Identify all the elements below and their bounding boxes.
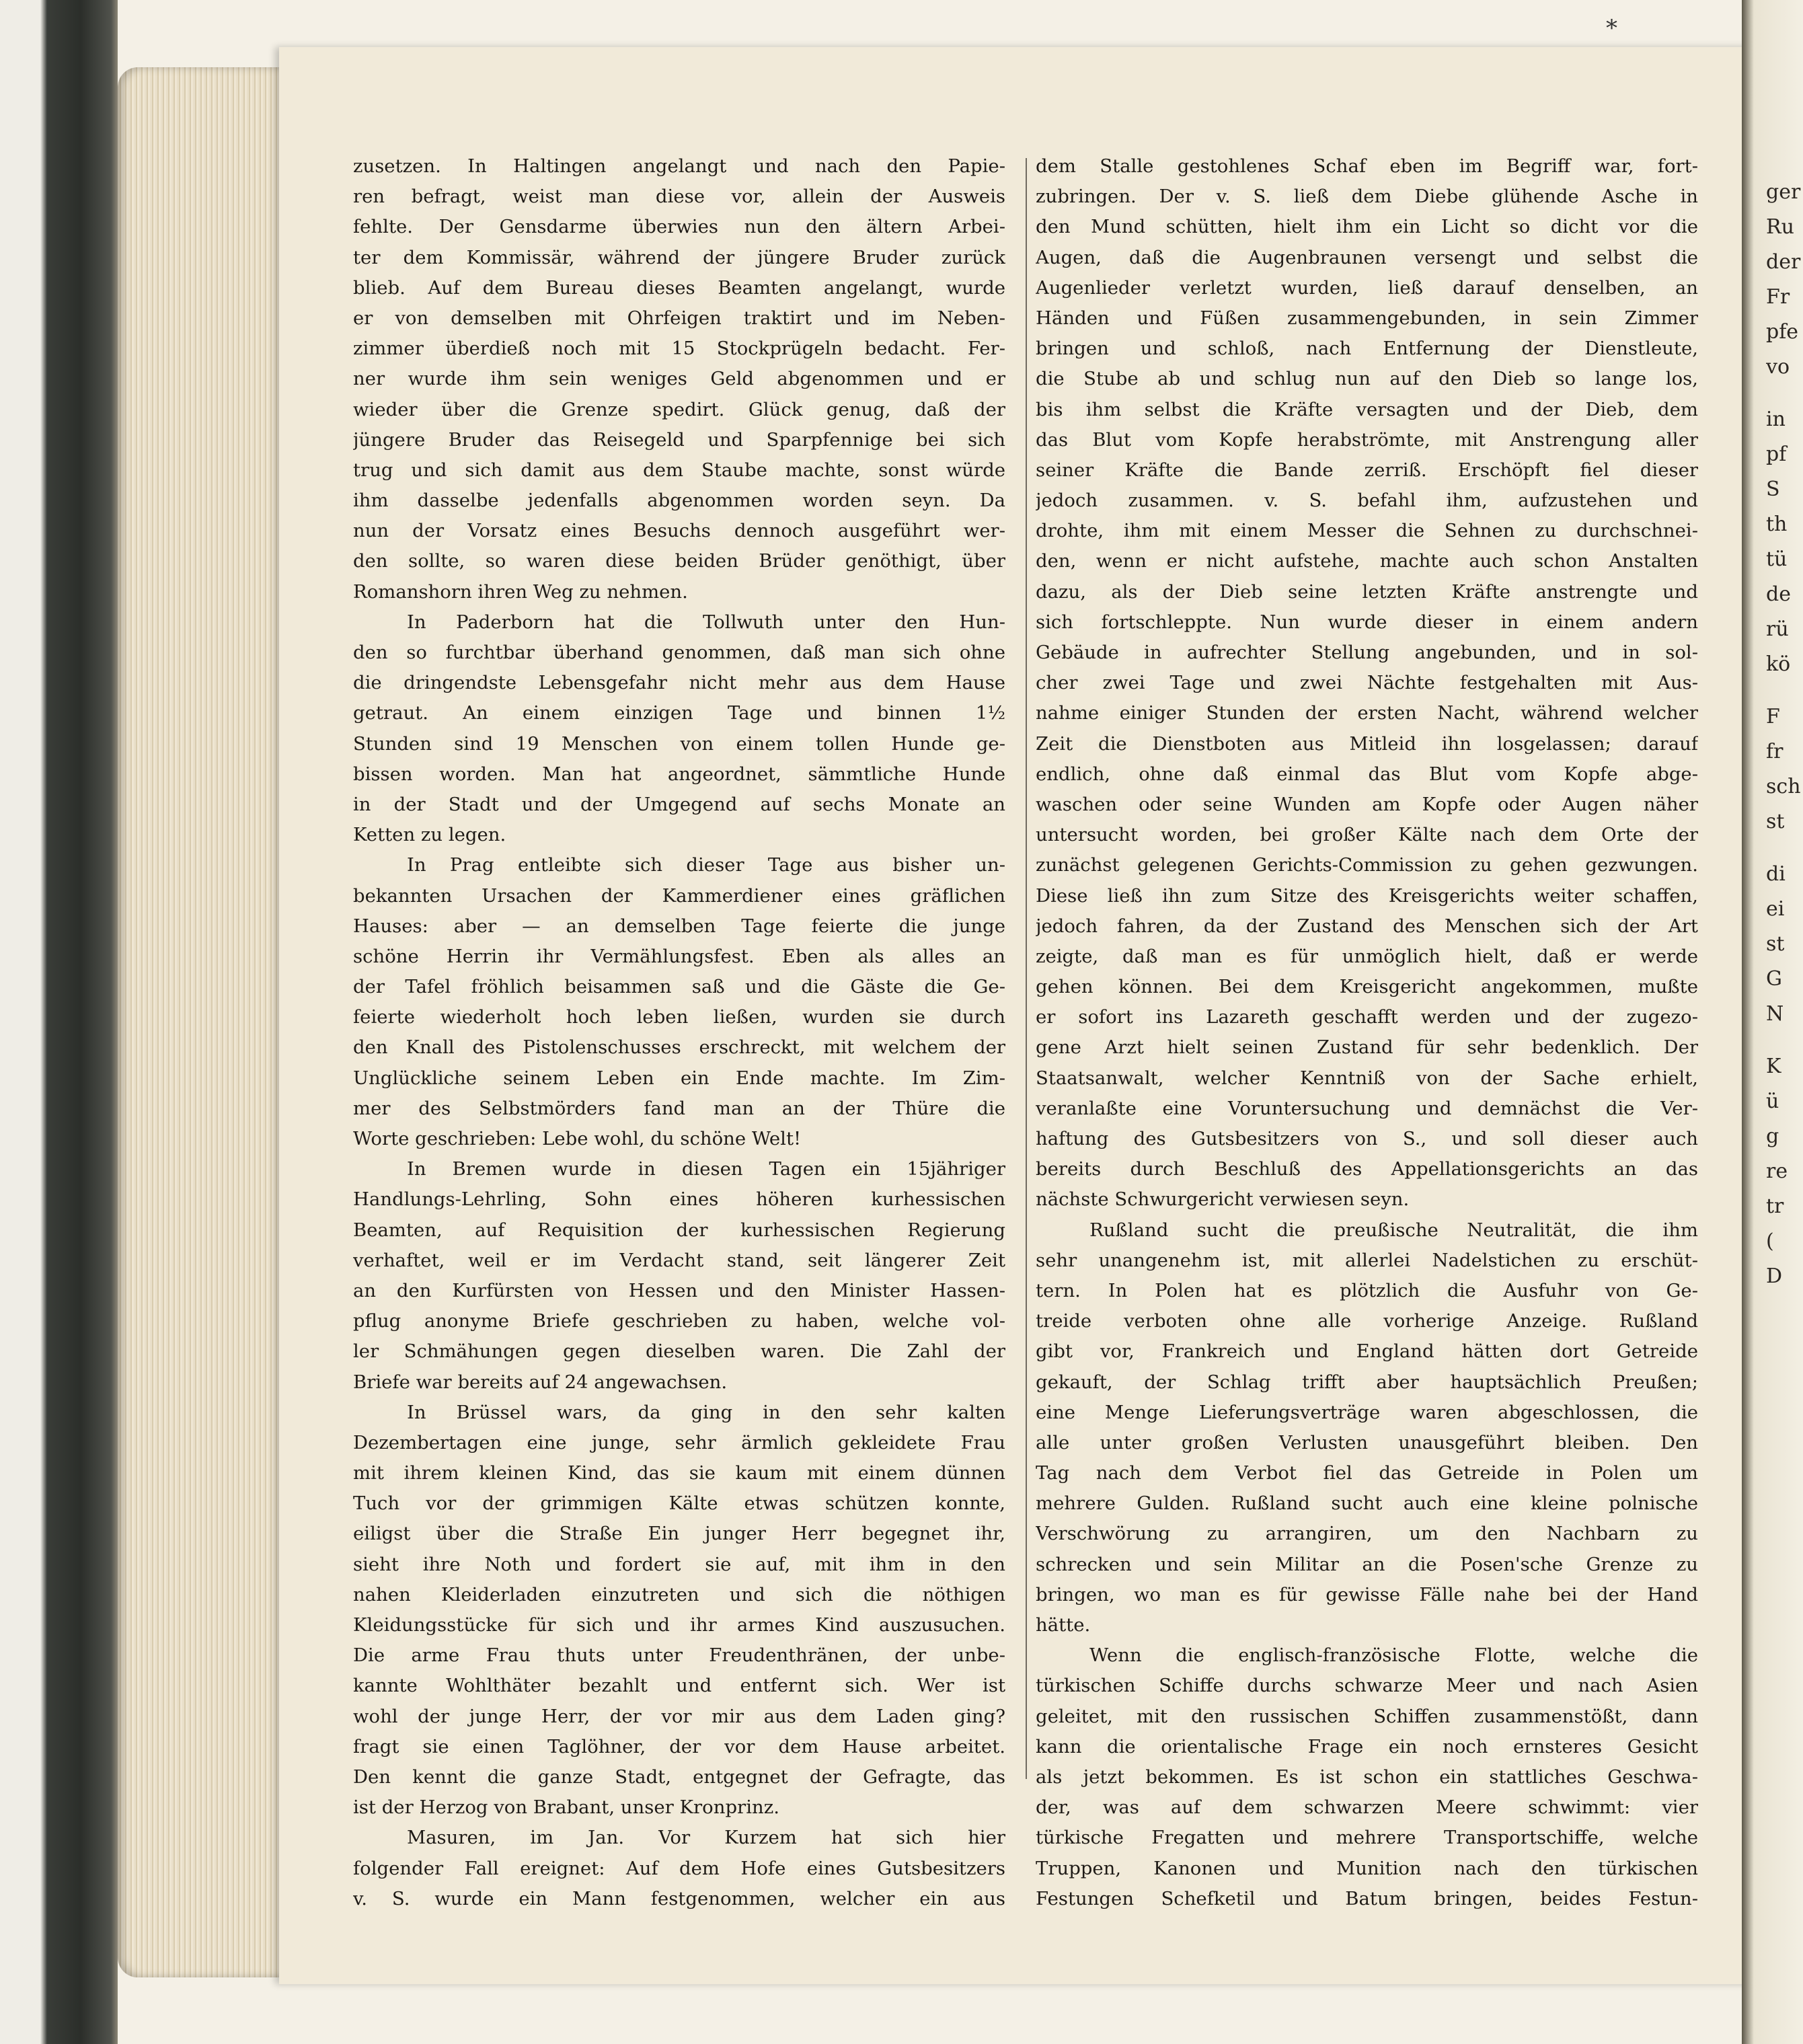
text-line: eiligst über die Straße Ein junger Herr begegnet ihr, xyxy=(353,1523,1005,1545)
text-line: Truppen, Kanonen und Munition nach den türkischen xyxy=(1036,1857,1698,1879)
text-line: als jetzt bekommen. Es ist schon ein stattliches Geschwa- xyxy=(1036,1766,1698,1788)
text-line: mit ihrem kleinen Kind, das sie kaum mit einem dünnen xyxy=(353,1462,1005,1484)
text-line: Handlungs-Lehrling, Sohn eines höheren kurhessischen xyxy=(353,1188,1005,1211)
text-line: Augen, daß die Augenbraunen versengt und selbst die xyxy=(1036,246,1698,268)
text-line: Ketten zu legen. xyxy=(353,824,506,846)
text-line: Worte geschrieben: Lebe wohl, du schöne Welt! xyxy=(353,1128,802,1149)
facing-page-fragment: Fr xyxy=(1766,285,1790,309)
facing-page-fragment: rü xyxy=(1766,617,1789,641)
facing-page-text xyxy=(1766,175,1803,1386)
facing-page-fragment: di xyxy=(1766,862,1786,886)
text-line: jüngere Bruder das Reisegeld und Sparpfennige bei sich xyxy=(353,428,1005,451)
facing-page-fragment: tü xyxy=(1766,547,1788,571)
text-line: Briefe war bereits auf 24 angewachsen. xyxy=(353,1371,728,1393)
text-line: türkischen Schiffe durchs schwarze Meer und nach Asien xyxy=(1036,1675,1698,1697)
text-line: ter dem Kommissär, während der jüngere Bruder zurück xyxy=(353,246,1005,268)
text-line: bis ihm selbst die Kräfte versagten und der Dieb, dem xyxy=(1036,398,1698,420)
text-line: an den Kurfürsten von Hessen und den Minister Hassen- xyxy=(353,1279,1005,1301)
facing-page-fragment xyxy=(1766,1032,1803,1049)
text-line: schöne Herrin ihr Vermählungsfest. Eben als alles an xyxy=(353,945,1005,967)
text-line: In Prag entleibte sich dieser Tage aus bisher un- xyxy=(407,854,1005,876)
text-line: ren befragt, weist man diese vor, allein der Ausweis xyxy=(353,186,1005,208)
text-line: in der Stadt und der Umgegend auf sechs Monate an xyxy=(353,793,1005,815)
text-line: gekauft, der Schlag trifft aber hauptsächlich Preußen; xyxy=(1036,1371,1698,1393)
text-line: zimmer überdieß noch mit 15 Stockprügeln bedacht. Fer- xyxy=(353,338,1005,360)
facing-page-fragment: vo xyxy=(1766,355,1790,379)
facing-page-fragment: ( xyxy=(1766,1229,1774,1253)
text-line: Dezembertagen eine junge, sehr ärmlich gekleidete Frau xyxy=(353,1431,1005,1453)
text-line: Gebäude in aufrechter Stellung angebunden, und in sol- xyxy=(1036,642,1698,663)
text-line: wohl der junge Herr, der vor mir aus dem Laden ging? xyxy=(353,1705,1005,1727)
facing-page-fragment: D xyxy=(1766,1264,1783,1288)
text-line: fehlte. Der Gensdarme überwies nun den ältern Arbei- xyxy=(353,216,1005,238)
facing-page-fragment: ü xyxy=(1766,1090,1779,1113)
facing-page-fragment: pfe xyxy=(1766,320,1799,344)
text-line: gehen können. Bei dem Kreisgericht angekommen, mußte xyxy=(1036,976,1698,998)
text-line: kann die orientalische Frage ein noch ernsteres Gesicht xyxy=(1036,1735,1698,1757)
right-column xyxy=(1036,151,1698,1914)
text-line: drohte, ihm mit einem Messer die Sehnen zu durchschnei- xyxy=(1036,520,1698,542)
facing-page-fragment: de xyxy=(1766,582,1791,606)
text-line: nahme einiger Stunden der ersten Nacht, während welcher xyxy=(1036,702,1698,724)
text-line: seiner Kräfte die Bande zerriß. Erschöpft fiel dieser xyxy=(1036,459,1698,481)
text-line: hätte. xyxy=(1036,1614,1091,1636)
text-line: Tag nach dem Verbot fiel das Getreide in Polen um xyxy=(1036,1462,1698,1484)
text-line: nun der Vorsatz eines Besuchs dennoch ausgeführt wer- xyxy=(353,520,1005,542)
text-line: Masuren, im Jan. Vor Kurzem hat sich hier xyxy=(407,1827,1005,1849)
text-line: blieb. Auf dem Bureau dieses Beamten angelangt, wurde xyxy=(353,276,1005,299)
text-line: mehrere Gulden. Rußland sucht auch eine kleine polnische xyxy=(1036,1492,1698,1515)
facing-page-fragment: th xyxy=(1766,513,1788,536)
facing-page-fragment: g xyxy=(1766,1125,1779,1148)
text-line: mer des Selbstmörders fand man an der Thüre die xyxy=(353,1097,1005,1119)
text-line: der Tafel fröhlich beisammen saß und die Gäste die Ge- xyxy=(353,976,1005,998)
text-line: die Stube ab und schlug nun auf den Dieb so lange los, xyxy=(1036,368,1698,390)
text-line: den, wenn er nicht aufstehe, machte auch schon Anstalten xyxy=(1036,550,1698,572)
facing-page-fragment: pf xyxy=(1766,443,1787,466)
text-line: bissen worden. Man hat angeordnet, sämmtliche Hunde xyxy=(353,763,1005,785)
text-line: den Knall des Pistolenschusses erschreckt, mit welchem der xyxy=(353,1036,1005,1059)
text-line: Romanshorn ihren Weg zu nehmen. xyxy=(353,580,688,603)
facing-page-fragment: re xyxy=(1766,1160,1788,1183)
text-line: jedoch fahren, da der Zustand des Menschen sich der Art xyxy=(1036,915,1698,937)
text-line: Unglückliche seinem Leben ein Ende machte. Im Zim- xyxy=(353,1067,1005,1089)
text-line: Festungen Schefketil und Batum bringen, beides Festun- xyxy=(1036,1887,1698,1909)
text-line: zunächst gelegenen Gerichts-Commission zu gehen gezwungen. xyxy=(1036,854,1698,876)
text-line: In Paderborn hat die Tollwuth unter den Hun- xyxy=(407,611,1005,633)
text-line: bereits durch Beschluß des Appellationsgerichts an das xyxy=(1036,1158,1698,1180)
facing-page-fragment: tr xyxy=(1766,1195,1784,1218)
text-line: dem Stalle gestohlenes Schaf eben im Begriff war, fort- xyxy=(1036,155,1698,177)
facing-page-fragment: st xyxy=(1766,932,1785,956)
text-line: der, was auf dem schwarzen Meere schwimmt: vier xyxy=(1036,1796,1698,1819)
text-line: folgender Fall ereignet: Auf dem Hofe eines Gutsbesitzers xyxy=(353,1857,1005,1879)
text-line: In Brüssel wars, da ging in den sehr kalten xyxy=(407,1401,1005,1423)
text-line: Staatsanwalt, welcher Kenntniß von der Sache erhielt, xyxy=(1036,1067,1698,1089)
facing-page-fragment: F xyxy=(1766,705,1780,728)
facing-page-fragment: kö xyxy=(1766,652,1791,676)
text-line: Stunden sind 19 Menschen von einem tollen Hunde ge- xyxy=(353,732,1005,755)
text-line: haftung des Gutsbesitzers von S., und soll dieser auch xyxy=(1036,1128,1698,1149)
text-line: türkische Fregatten und mehrere Transportschiffe, welche xyxy=(1036,1827,1698,1849)
text-line: untersucht worden, bei großer Kälte nach dem Orte der xyxy=(1036,824,1698,846)
text-line: Beamten, auf Requisition der kurhessischen Regierung xyxy=(353,1219,1005,1241)
facing-page-fragment: G xyxy=(1766,967,1782,991)
text-line: gene Arzt hielt seinen Zustand für sehr bedenklich. Der xyxy=(1036,1036,1698,1059)
text-line: Diese ließ ihn zum Sitze des Kreisgerichts weiter schaffen, xyxy=(1036,884,1698,907)
text-line: dazu, als der Dieb seine letzten Kräfte anstrengte und xyxy=(1036,580,1698,603)
text-line: kannte Wohlthäter bezahlt und entfernt sich. Wer ist xyxy=(353,1675,1005,1697)
corner-mark: * xyxy=(1606,15,1617,42)
text-line: gibt vor, Frankreich und England hätten dort Getreide xyxy=(1036,1340,1698,1363)
text-line: tern. In Polen hat es plötzlich die Ausfuhr von Ge- xyxy=(1036,1279,1698,1301)
facing-page-fragment: in xyxy=(1766,408,1786,431)
text-line: waschen oder seine Wunden am Kopfe oder Augen näher xyxy=(1036,793,1698,815)
facing-page-fragment: st xyxy=(1766,810,1785,833)
text-line: feierte wiederholt hoch leben ließen, wurden sie durch xyxy=(353,1006,1005,1028)
text-line: die dringendste Lebensgefahr nicht mehr aus dem Hause xyxy=(353,672,1005,694)
facing-page-fragment: S xyxy=(1766,478,1780,501)
text-line: treide verboten ohne alle vorherige Anzeige. Rußland xyxy=(1036,1310,1698,1332)
text-line: sehr unangenehm ist, mit allerlei Nadelstichen zu erschüt- xyxy=(1036,1249,1698,1271)
text-line: Hauses: aber — an demselben Tage feierte die junge xyxy=(353,915,1005,937)
text-line: nahen Kleiderladen einzutreten und sich die nöthigen xyxy=(353,1583,1005,1605)
text-line: Kleidungsstücke für sich und ihr armes Kind auszusuchen. xyxy=(353,1614,1005,1636)
text-line: den sollte, so waren diese beiden Brüder genöthigt, über xyxy=(353,550,1005,572)
facing-page-fragment: ei xyxy=(1766,897,1785,921)
facing-page-fragment: N xyxy=(1766,1002,1784,1026)
text-line: Augenlieder verletzt wurden, ließ darauf denselben, an xyxy=(1036,276,1698,299)
text-line: Die arme Frau thuts unter Freudenthränen, der unbe- xyxy=(353,1644,1005,1667)
text-line: jedoch zusammen. v. S. befahl ihm, aufzustehen und xyxy=(1036,490,1698,512)
text-line: Rußland sucht die preußische Neutralität, die ihm xyxy=(1089,1219,1698,1241)
text-line: er von demselben mit Ohrfeigen traktirt und im Neben- xyxy=(353,307,1005,329)
text-line: veranlaßte eine Voruntersuchung und demnächst die Ver- xyxy=(1036,1097,1698,1119)
text-line: fragt sie einen Taglöhner, der vor dem Hause arbeitet. xyxy=(353,1735,1005,1757)
text-line: trug und sich damit aus dem Staube machte, sonst würde xyxy=(353,459,1005,481)
text-line: zeigte, daß man es für unmöglich hielt, daß er werde xyxy=(1036,945,1698,967)
facing-page-fragment: der xyxy=(1766,250,1801,274)
left-column xyxy=(353,151,1005,1914)
text-line: alle unter großen Verlusten unausgeführt bleiben. Den xyxy=(1036,1431,1698,1453)
facing-page-fragment xyxy=(1766,385,1803,402)
facing-page-fragment xyxy=(1766,682,1803,699)
column-divider xyxy=(1026,158,1027,1779)
text-line: Den kennt die ganze Stadt, entgegnet der Gefragte, das xyxy=(353,1766,1005,1788)
text-line: Wenn die englisch-französische Flotte, welche die xyxy=(1089,1644,1698,1667)
text-line: geleitet, mit den russischen Schiffen zusammenstößt, dann xyxy=(1036,1705,1698,1727)
text-line: getraut. An einem einzigen Tage und binnen 1½ xyxy=(353,702,1005,724)
text-line: endlich, ohne daß einmal das Blut vom Kopfe abge- xyxy=(1036,763,1698,785)
text-line: bekannten Ursachen der Kammerdiener eines gräflichen xyxy=(353,884,1005,907)
text-line: wieder über die Grenze spedirt. Glück genug, daß der xyxy=(353,398,1005,420)
text-line: bringen, wo man es für gewisse Fälle nahe bei der Hand xyxy=(1036,1583,1698,1605)
text-line: Verschwörung zu arrangiren, um den Nachbarn zu xyxy=(1036,1523,1698,1545)
text-line: ihm dasselbe jedenfalls abgenommen worden seyn. Da xyxy=(353,490,1005,512)
text-line: pflug anonyme Briefe geschrieben zu haben, welche vol- xyxy=(353,1310,1005,1332)
text-line: den Mund schütten, hielt ihm ein Licht so dicht vor die xyxy=(1036,216,1698,238)
text-line: ist der Herzog von Brabant, unser Kronprinz. xyxy=(353,1796,779,1819)
facing-page-fragment xyxy=(1766,839,1803,857)
facing-page-fragment: Ru xyxy=(1766,215,1794,239)
facing-page-fragment: ger xyxy=(1766,180,1801,204)
text-line: er sofort ins Lazareth geschafft werden und der zugezo- xyxy=(1036,1006,1698,1028)
text-line: eine Menge Lieferungsverträge waren abgeschlossen, die xyxy=(1036,1401,1698,1423)
text-line: sieht ihre Noth und fordert sie auf, mit ihm in den xyxy=(353,1553,1005,1575)
facing-page-fragment: K xyxy=(1766,1055,1781,1078)
text-line: nächste Schwurgericht verwiesen seyn. xyxy=(1036,1188,1410,1211)
text-line: ler Schmähungen gegen dieselben waren. Die Zahl der xyxy=(353,1340,1005,1363)
text-line: cher zwei Tage und zwei Nächte festgehalten mit Aus- xyxy=(1036,672,1698,694)
text-line: bringen und schloß, nach Entfernung der Dienstleute, xyxy=(1036,338,1698,360)
text-line: das Blut vom Kopfe herabströmte, mit Anstrengung aller xyxy=(1036,428,1698,451)
facing-page-fragment: sch xyxy=(1766,775,1801,798)
text-line: sich fortschleppte. Nun wurde dieser in einem andern xyxy=(1036,611,1698,633)
book-binding xyxy=(0,0,118,2044)
text-line: den so furchtbar überhand genommen, daß man sich ohne xyxy=(353,642,1005,663)
facing-page-fragment: fr xyxy=(1766,740,1783,763)
text-line: Händen und Füßen zusammengebunden, in sein Zimmer xyxy=(1036,307,1698,329)
text-line: zubringen. Der v. S. ließ dem Diebe glühende Asche in xyxy=(1036,186,1698,208)
text-line: zusetzen. In Haltingen angelangt und nach den Papie- xyxy=(353,155,1005,177)
page-edges xyxy=(118,67,289,1977)
text-line: Zeit die Dienstboten aus Mitleid ihn losgelassen; darauf xyxy=(1036,732,1698,755)
text-line: ner wurde ihm sein weniges Geld abgenommen und er xyxy=(353,368,1005,390)
text-line: Tuch vor der grimmigen Kälte etwas schützen konnte, xyxy=(353,1492,1005,1515)
text-line: schrecken und sein Militar an die Posen'sche Grenze zu xyxy=(1036,1553,1698,1575)
text-line: In Bremen wurde in diesen Tagen ein 15jähriger xyxy=(407,1158,1005,1180)
text-line: verhaftet, weil er im Verdacht stand, seit längerer Zeit xyxy=(353,1249,1005,1271)
text-line: v. S. wurde ein Mann festgenommen, welcher ein aus xyxy=(353,1887,1005,1909)
